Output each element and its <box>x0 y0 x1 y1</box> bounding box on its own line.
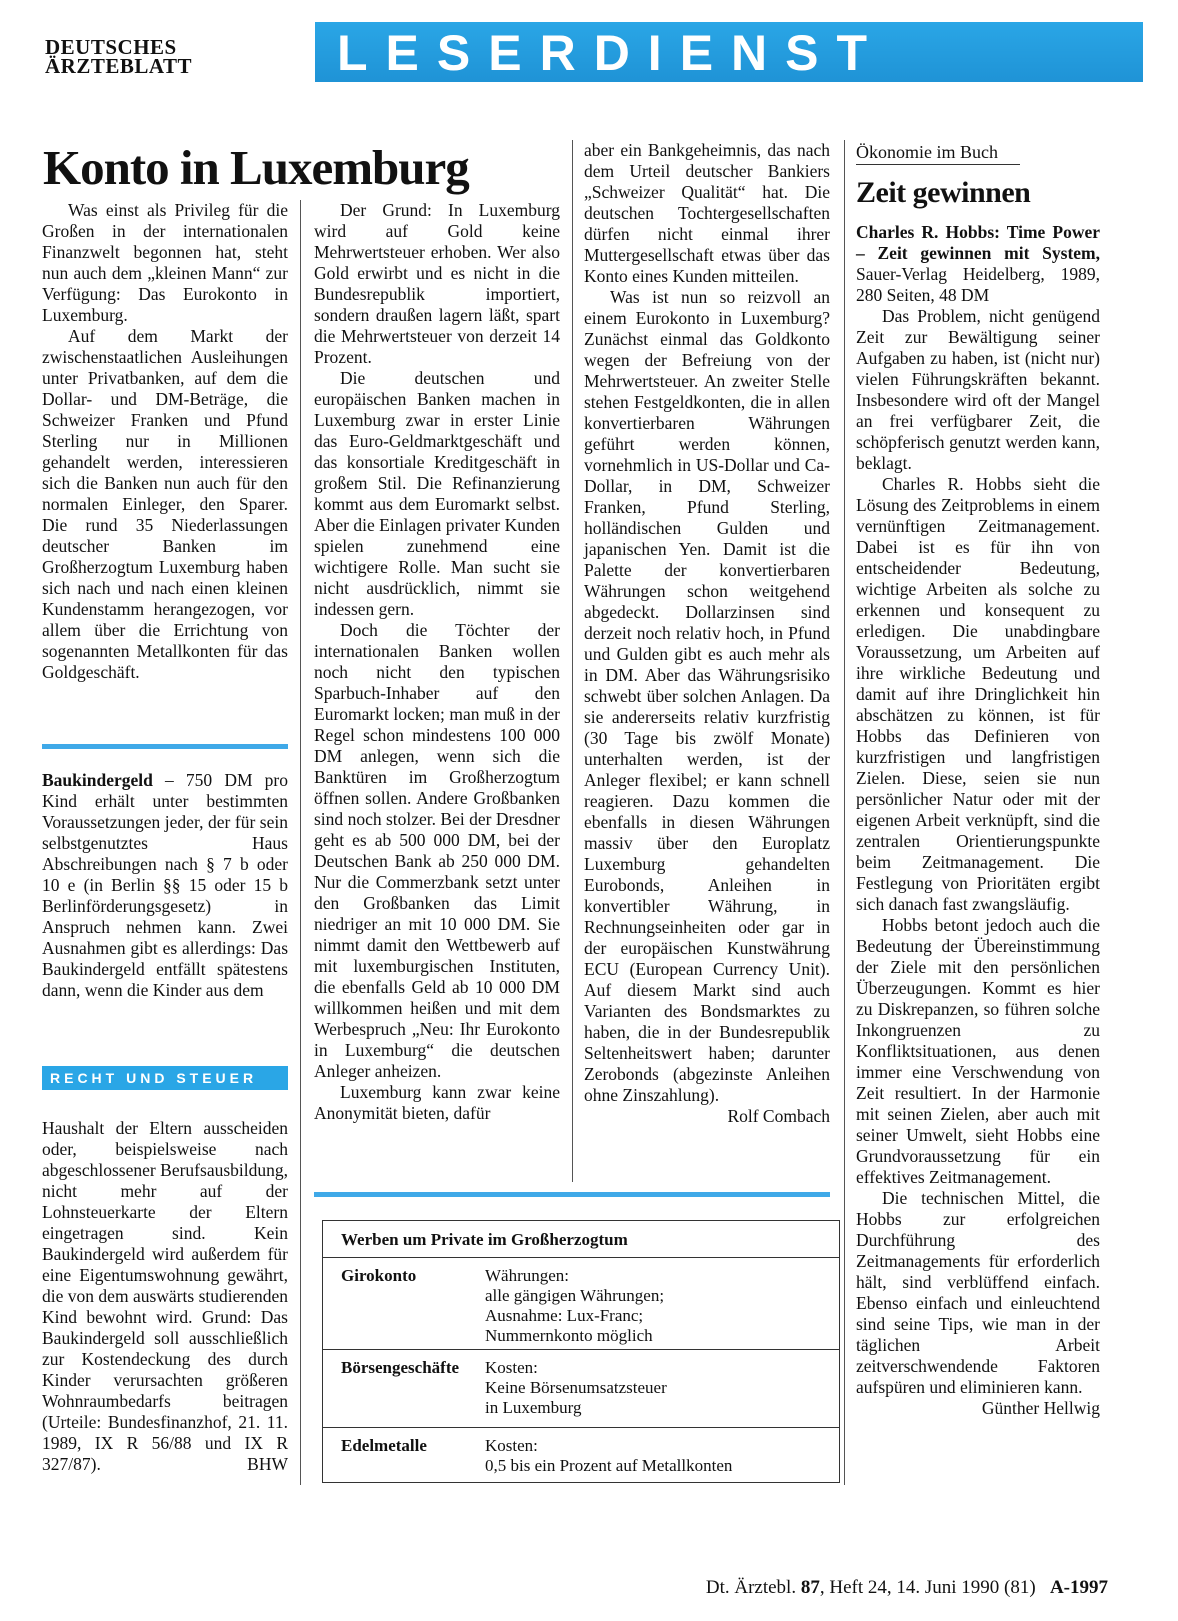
review-author: Günther Hellwig <box>981 1398 1100 1418</box>
table-divider <box>314 1192 830 1197</box>
baukindergeld-paragraph <box>42 770 288 1001</box>
table-value-line: Keine Börsenumsatzsteuer <box>485 1378 667 1397</box>
baukindergeld-text-continued: Haushalt der Eltern ausscheiden oder, beispielsweise nach abgeschlossener Berufsausbildung, nicht mehr auf der Lohnsteuerkarte der Eltern eingetragen sind. Kein Baukindergeld wird außerdem für eine Eigentumswohnung gewährt, die von dem auswärts studierenden Kind bewohnt wird. Grund: Das Baukindergeld soll ausschließlich zur Kostendeckung des durch Kinder verursachten größeren Wohnraumbedarfs beitragen (Urteile: Bundesfinanzhof, 21. 11. 1989, IX R 56/88 und IX R 327/87). <box>42 1118 288 1474</box>
section-divider <box>42 744 288 749</box>
footer-citation-post: , Heft 24, 14. Juni 1990 (81) <box>819 1577 1036 1598</box>
table-row-key: Börsengeschäfte <box>341 1358 460 1377</box>
review-title: Zeit gewinnen <box>856 176 1031 209</box>
baukindergeld-text: – 750 DM pro Kind erhält unter bestimmten Voraussetzungen jeder, der für sein selbstgenutztes Haus Abschreibungen nach § 7 b oder 10 e (in Berlin §§ 15 oder 15 b Berlinförderungsgesetz) in Anspruch nehmen kann. Zwei Ausnahmen gibt es allerdings: Das Baukindergeld entfällt spätestens dann, wenn die Kinder aus dem <box>42 770 288 1000</box>
section-banner-label: LESERDIENST <box>337 25 886 81</box>
footer-citation-pre: Dt. Ärztebl. <box>705 1577 801 1598</box>
table-value-line: Ausnahme: Lux-Franc; <box>485 1306 644 1325</box>
footer-volume: 87 <box>800 1577 820 1598</box>
comparison-table <box>322 1220 840 1483</box>
kicker-underline <box>856 164 1020 165</box>
table-value-line: Währungen: <box>485 1266 570 1285</box>
recht-und-steuer-label: RECHT UND STEUER <box>42 1066 288 1090</box>
article-author: Rolf Combach <box>727 1106 830 1126</box>
table-row-value <box>485 1436 732 1476</box>
article-headline: Konto in Luxemburg <box>43 140 469 195</box>
book-title: Charles R. Hobbs: Time Power – Zeit gewinnen mit System, <box>856 222 1100 263</box>
column-rule <box>572 140 573 1182</box>
table-row <box>323 1427 839 1484</box>
book-reference <box>856 222 1100 306</box>
article-paragraph: Der Grund: In Luxemburg wird auf Gold keine Mehrwertsteuer erhoben. Wer also Gold erwirbt und es nicht in die Bundesrepublik importiert, sondern draußen lagern läßt, spart die Mehrwertsteuer von derzeit 14 Prozent. <box>314 200 560 367</box>
page-footer <box>706 1577 1108 1599</box>
article-paragraph: Was ist nun so reizvoll an einem Eurokonto in Luxemburg? Zunächst einmal das Goldkonto wegen der Befreiung von der Mehrwertsteuer. An zweiter Stelle stehen Festgeldkonten, die in allen konvertierbaren Währungen geführt werden können, vornehmlich in US-Dollar und Ca-Dollar, in DM, Schweizer Franken, Pfund Sterling, holländischen Gulden und japanischen Yen. Damit ist die Palette der konvertierbaren Währungen schon weitgehend abgedeckt. Dollarzinsen sind derzeit noch relativ hoch, in Pfund und Gulden gibt es auch mehr als in DM. Aber das Währungsrisiko schwebt über solchen Anlagen. Da sie andererseits relativ kurzfristig (30 Tage bis zwölf Monate) unterhalten werden, ist der Anleger flexibel; er kann schnell reagieren. Dazu kommen die ebenfalls in diesen Währungen massiv über den Europlatz Luxemburg gehandelten Eurobonds, Anleihen in konvertibler Währung, in Rechnungseinheiten oder gar in der europäischen Kunstwährung ECU (European Currency Unit). Auf diesem Markt sind auch Varianten des Bondsmarktes zu haben, die in der Bundesrepublik Seltenheitswert haben; darunter Zerobonds (abgezinste Anleihen ohne Zinszahlung). <box>584 287 830 1105</box>
article-paragraph: Auf dem Markt der zwischenstaatlichen Ausleihungen unter Privatbanken, auf dem die Dollar- und DM-Beträge, die Schweizer Franken und Pfund Sterling nur in Millionen gehandelt werden, interessieren sich die Banken nun auch für den normalen Einleger, den Sparer. Die rund 35 Niederlassungen deutscher Banken im Großherzogtum Luxemburg haben sich nach und nach einen kleinen Kundenstamm herangezogen, vor allem über die Errichtung von sogenannten Metallkonten für das Goldgeschäft. <box>42 326 288 682</box>
article-column-2 <box>314 200 560 1124</box>
article-column-1 <box>42 200 288 683</box>
table-value-line: Nummernkonto möglich <box>485 1326 653 1345</box>
article-paragraph: aber ein Bankgeheimnis, das nach dem Urteil deutscher Bankiers „Schweizer Qualität“ hat. Die deutschen Tochtergesellschaften dürfen nicht einmal ihrer Muttergesellschaft etwas über das Konto eines Kunden mitteilen. <box>584 140 830 286</box>
table-title: Werben um Private im Großherzogtum <box>341 1230 628 1249</box>
article-column-3 <box>584 140 830 1127</box>
table-value-line: Kosten: <box>485 1436 538 1455</box>
review-paragraph-text: Die technischen Mittel, die Hobbs zur erfolgreichen Durchführung des Zeitmanagements für erforderlich hält, sind verblüffend einfach. Ebenso einfach und einleuchtend sind seine Tips, wie man in der täglichen Arbeit zeitverschwendende Faktoren aufspüren und eliminieren kann. <box>856 1188 1100 1397</box>
footer-page-number: A-1997 <box>1049 1577 1108 1598</box>
table-value-line: Kosten: <box>485 1358 538 1377</box>
baukindergeld-notice-part1 <box>42 770 288 1001</box>
table-row-key: Edelmetalle <box>341 1436 427 1455</box>
section-banner <box>315 22 1143 82</box>
review-paragraph: Hobbs betont jedoch auch die Bedeutung der Übereinstimmung der Ziele mit den persönlichen Überzeugungen. Kommt es hier zu Diskrepanzen, so führen solche Inkongruenzen zu Konfliktsituationen, aus denen immer eine Verschwendung von Zeit resultiert. In der Harmonie mit seinen Zielen, aber auch mit seiner Umwelt, sieht Hobbs eine Grundvoraussetzung für ein effektives Zeitmanagement. <box>856 915 1100 1187</box>
table-row <box>323 1349 839 1428</box>
baukindergeld-lead: Baukindergeld <box>42 770 153 790</box>
table-row-key: Girokonto <box>341 1266 417 1285</box>
table-value-line: 0,5 bis ein Prozent auf Metallkonten <box>485 1456 733 1475</box>
baukindergeld-notice-part2 <box>42 1118 288 1475</box>
table-value-line: in Luxemburg <box>485 1398 582 1417</box>
article-paragraph: Doch die Töchter der internationalen Banken wollen noch nicht den typischen Sparbuch-Inhaber auf den Euromarkt locken; man muß in der Regel schon mindestens 100 000 DM anlegen, wenn sich die Banktüren im Großherzogtum öffnen sollen. Andere Großbanken sind noch stolzer. Bei der Dresdner geht es ab 500 000 DM, bei der Deutschen Bank ab 250 000 DM. Nur die Commerzbank setzt unter den Großbanken das Limit niedriger an mit 10 000 DM. Sie nimmt damit den Wettbewerb auf mit luxemburgischen Instituten, die ebenfalls Geld ab 10 000 DM willkommen heißen und mit dem Werbespruch „Neu: Ihr Eurokonto in Luxemburg“ die deutschen Anleger anheizen. <box>314 620 560 1081</box>
column-rule <box>300 200 301 1485</box>
masthead-logo <box>45 35 235 78</box>
table-row <box>323 1257 839 1350</box>
article-paragraph: Was einst als Privileg für die Großen in der internationalen Finanzwelt begonnen hat, steht nun auch dem „kleinen Mann“ zur Verfügung: Das Eurokonto in Luxemburg. <box>42 200 288 325</box>
table-row-value <box>485 1358 667 1418</box>
book-publisher: Sauer-Verlag Heidelberg, 1989, 280 Seiten, 48 DM <box>856 264 1100 305</box>
article-paragraph: Luxemburg kann zwar keine Anonymität bieten, dafür <box>314 1082 560 1123</box>
column-rule <box>844 140 845 1485</box>
table-row-value <box>485 1266 664 1346</box>
review-paragraph: Charles R. Hobbs sieht die Lösung des Zeitproblems in einem vernünftigen Zeitmanagement. Dabei ist es für ihn von entscheidender Bedeutung, wichtige Arbeiten als solche zu erkennen und konsequent zu erledigen. Die unabdingbare Voraussetzung, um Arbeiten auf ihre wirkliche Bedeutung und damit auf ihre Dringlichkeit hin abschätzen zu können, ist für Hobbs das Definieren von kurzfristigen und langfristigen Zielen. Diese, seien sie nun persönlicher Natur oder mit der eigenen Arbeit verknüpft, sind die zentralen Orientierungspunkte beim Zeitmanagement. Die Festlegung von Prioritäten ergibt sich danach fast zwangsläufig. <box>856 474 1100 914</box>
masthead-line2: ÄRZTEBLATT <box>45 54 192 78</box>
review-column <box>856 222 1100 1419</box>
article-paragraph: Die deutschen und europäischen Banken machen in Luxemburg zwar in erster Linie das Euro-Geldmarktgeschäft und das konsortiale Kreditgeschäft in großem Stil. Die Refinanzierung kommt aus dem Euromarkt selbst. Aber die Einlagen privater Kunden spielen zunehmend eine wichtigere Rolle. Man sucht sie nicht ausdrücklich, nimmt sie indessen gern. <box>314 368 560 619</box>
baukindergeld-paragraph <box>42 1118 288 1475</box>
review-kicker: Ökonomie im Buch <box>856 142 998 162</box>
review-paragraph <box>856 1188 1100 1418</box>
baukindergeld-signature: BHW <box>247 1454 288 1474</box>
masthead-line1: DEUTSCHES <box>45 35 177 59</box>
review-paragraph: Das Problem, nicht genügend Zeit zur Bewältigung seiner Aufgaben zu haben, ist (nicht nur) vielen Führungskräften bekannt. Insbesondere wird oft der Mangel an frei verfügbarer Zeit, die schöpferisch genutzt werden kann, beklagt. <box>856 306 1100 473</box>
table-value-line: alle gängigen Währungen; <box>485 1286 665 1305</box>
